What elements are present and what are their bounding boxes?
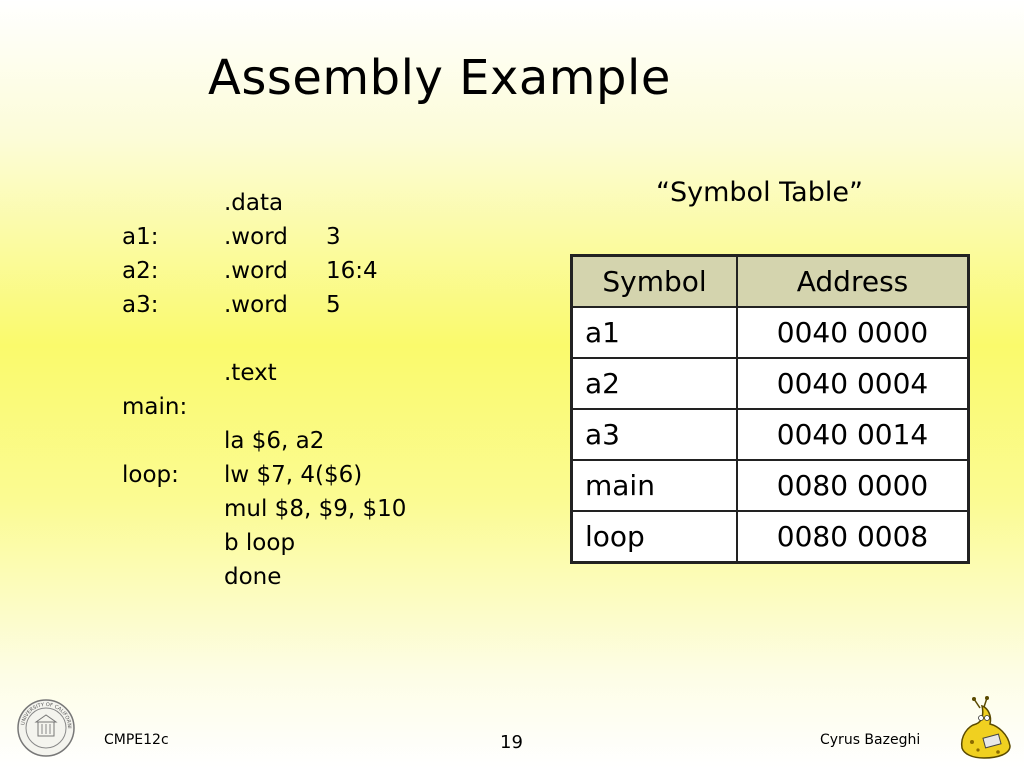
seal-text: UNIVERSITY OF CALIFORNI xyxy=(20,701,73,729)
slide-title: Assembly Example xyxy=(208,50,671,106)
symbol-cell: a2 xyxy=(572,358,738,409)
symbol-cell: a1 xyxy=(572,307,738,358)
code-instruction: .word xyxy=(224,258,288,284)
address-cell: 0080 0008 xyxy=(737,511,969,563)
banana-slug-mascot-icon xyxy=(954,696,1016,760)
code-instruction: b loop xyxy=(224,530,296,556)
footer-author: Cyrus Bazeghi xyxy=(820,732,921,748)
symbol-cell: main xyxy=(572,460,738,511)
table-row xyxy=(572,358,969,409)
symbol-table xyxy=(570,254,970,564)
address-cell: 0040 0014 xyxy=(737,409,969,460)
code-instruction: done xyxy=(224,564,282,590)
code-label: a1: xyxy=(122,224,159,250)
column-header-address: Address xyxy=(737,256,969,308)
footer-course: CMPE12c xyxy=(104,732,169,748)
table-row xyxy=(572,409,969,460)
table-row xyxy=(572,460,969,511)
code-argument: 3 xyxy=(326,224,341,250)
symbol-cell: loop xyxy=(572,511,738,563)
footer-page-number: 19 xyxy=(500,732,523,753)
code-argument: 5 xyxy=(326,292,341,318)
code-argument: 16:4 xyxy=(326,258,378,284)
code-label: loop: xyxy=(122,462,179,488)
column-header-symbol: Symbol xyxy=(572,256,738,308)
address-cell: 0040 0004 xyxy=(737,358,969,409)
code-label: main: xyxy=(122,394,188,420)
table-row xyxy=(572,307,969,358)
table-row xyxy=(572,511,969,563)
table-header-row xyxy=(572,256,969,308)
code-label: a3: xyxy=(122,292,159,318)
code-instruction: .word xyxy=(224,292,288,318)
code-instruction: la $6, a2 xyxy=(224,428,325,454)
address-cell: 0080 0000 xyxy=(737,460,969,511)
code-instruction: mul $8, $9, $10 xyxy=(224,496,407,522)
code-label: a2: xyxy=(122,258,159,284)
symbol-cell: a3 xyxy=(572,409,738,460)
symbol-table-heading: “Symbol Table” xyxy=(656,177,863,208)
code-instruction: .data xyxy=(224,190,284,216)
address-cell: 0040 0000 xyxy=(737,307,969,358)
university-seal-icon xyxy=(16,698,76,758)
code-instruction: .word xyxy=(224,224,288,250)
code-instruction: .text xyxy=(224,360,277,386)
code-instruction: lw $7, 4($6) xyxy=(224,462,363,488)
